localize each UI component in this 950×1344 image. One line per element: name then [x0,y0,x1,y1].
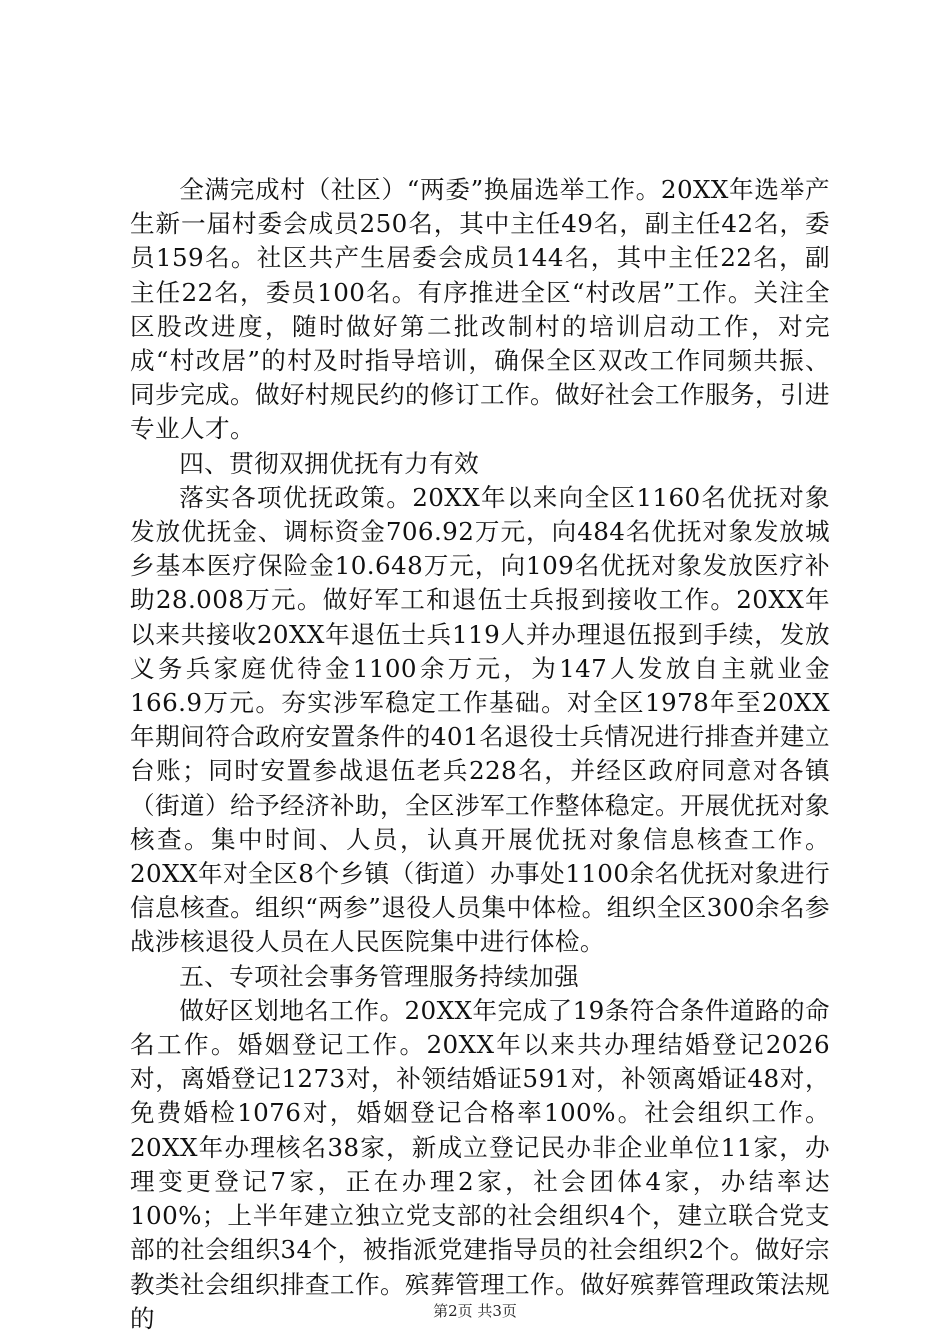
section-heading-5: 五、专项社会事务管理服务持续加强 [179,961,580,991]
document-body [130,173,830,1336]
page-footer: 第2页 共3页 [433,1302,517,1320]
paragraph-social-affairs: 做好区划地名工作。20XX年完成了19条符合条件道路的命名工作。婚姻登记工作。20XX年以来共办理结婚登记2026对，离婚登记1273对，补领结婚证591对，补领离婚证48对，免费婚检1076对，婚姻登记合格率100%。社会组织工作。20XX年办理核名38家，新成立登记民办非企业单位11家，办理变更登记7家，正在办理2家，社会团体4家，办结率达100%；上半年建立独立党支部的社会组织4个，建立联合党支部的社会组织34个，被指派党建指导员的社会组织2个。做好宗教类社会组织排查工作。殡葬管理工作。做好殡葬管理政策法规的 [130,995,830,1333]
section-heading-4: 四、贯彻双拥优抚有力有效 [179,448,480,478]
paragraph-preferential-care: 落实各项优抚政策。20XX年以来向全区1160名优抚对象发放优抚金、调标资金706.92万元，向484名优抚对象发放城乡基本医疗保险金10.648万元，向109名优抚对象发放医疗补助28.008万元。做好军工和退伍士兵报到接收工作。20XX年以来共接收20XX年退伍士兵119人并办理退伍报到手续，发放义务兵家庭优待金1100余万元，为147人发放自主就业金166.9万元。夯实涉军稳定工作基础。对全区1978年至20XX年期间符合政府安置条件的401名退役士兵情况进行排查并建立台账；同时安置参战退伍老兵228名，并经区政府同意对各镇（街道）给予经济补助，全区涉军工作整体稳定。开展优抚对象核查。集中时间、人员，认真开展优抚对象信息核查工作。20XX年对全区8个乡镇（街道）办事处1100余名优抚对象进行信息核查。组织“两参”退役人员集中体检。组织全区300余名参战涉核退役人员在人民医院集中进行体检。 [130,482,830,957]
paragraph-village-elections: 全满完成村（社区）“两委”换届选举工作。20XX年选举产生新一届村委会成员250名，其中主任49名，副主任42名，委员159名。社区共产生居委会成员144名，其中主任22名，副主任22名，委员100名。有序推进全区“村改居”工作。关注全区股改进度，随时做好第二批改制村的培训启动工作，对完成“村改居”的村及时指导培训，确保全区双改工作同频共振、同步完成。做好村规民约的修订工作。做好社会工作服务，引进专业人才。 [130,175,830,444]
